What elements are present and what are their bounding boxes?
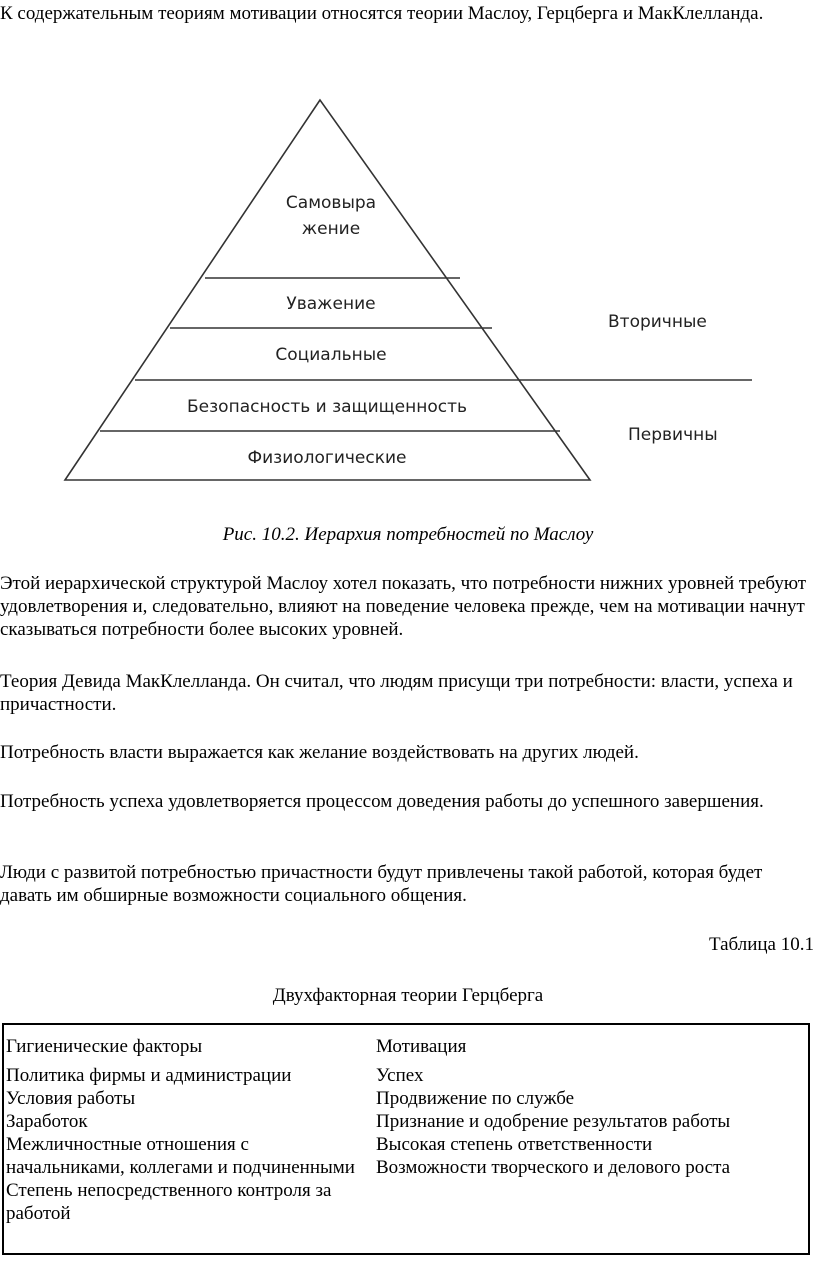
paragraph-need-power: Потребность власти выражается как желание воздействовать на других людей. [0, 742, 639, 763]
level-social: Социальные [275, 345, 387, 365]
list-item: Продвижение по службе [376, 1088, 575, 1109]
paragraph-need-affiliation: Люди с развитой потребностью причастности будут привлечены такой работой, которая будет давать им обширные возможности социального общения. [0, 862, 763, 906]
level-esteem: Уважение [286, 294, 376, 314]
intro-paragraph: К содержательным теориям мотивации относятся теории Маслоу, Герцберга и МакКлелланда. [0, 3, 764, 24]
paragraph-maslow-explanation: Этой иерархической структурой Маслоу хотел показать, что потребности нижних уровней требуют удовлетворения и, следовательно, влияют на поведение человека прежде, чем на мотивации начнут сказываться потребности более высоких уровней. [0, 573, 807, 640]
table-number: Таблица 10.1 [708, 934, 814, 955]
motivation-factors-list [376, 1064, 806, 1179]
hygiene-factors-column [6, 1035, 366, 1225]
maslow-pyramid-diagram [55, 90, 775, 500]
primary-needs-label: Первичны [628, 425, 718, 445]
list-item: Успех [376, 1065, 424, 1086]
figure-caption: Рис. 10.2. Иерархия потребностей по Маслоу [222, 524, 594, 545]
list-item: Возможности творческого и делового роста [376, 1157, 731, 1178]
herzberg-factors-table [2, 1023, 810, 1255]
list-item: Высокая степень ответственности [376, 1134, 653, 1155]
level-self-actualization-line1: Самовыра [285, 193, 377, 213]
secondary-needs-label: Вторичные [608, 312, 707, 332]
hygiene-factors-list [6, 1064, 366, 1225]
list-item: Межличностные отношения с начальниками, коллегами и подчиненными [6, 1134, 355, 1178]
level-self-actualization-line2: жение [301, 219, 361, 239]
table-header-motivation: Мотивация [376, 1036, 467, 1057]
pyramid-triangle [65, 100, 590, 480]
level-physiological: Физиологические [247, 448, 407, 468]
table-header-hygiene: Гигиенические факторы [6, 1036, 203, 1057]
pyramid-outline [65, 100, 752, 480]
paragraph-need-achievement: Потребность успеха удовлетворяется процессом доведения работы до успешного завершения. [0, 791, 764, 812]
list-item: Заработок [6, 1111, 88, 1132]
paragraph-mcclelland-theory: Теория Девида МакКлелланда. Он считал, что людям присущи три потребности: власти, успеха и причастности. [0, 671, 793, 715]
list-item: Признание и одобрение результатов работы [376, 1111, 731, 1132]
table-title: Двухфакторная теории Герцберга [272, 985, 544, 1006]
list-item: Условия работы [6, 1088, 136, 1109]
list-item: Степень непосредственного контроля за работой [6, 1180, 332, 1224]
list-item: Политика фирмы и администрации [6, 1065, 292, 1086]
motivation-factors-column [376, 1035, 806, 1179]
level-safety: Безопасность и защищенность [187, 397, 467, 417]
